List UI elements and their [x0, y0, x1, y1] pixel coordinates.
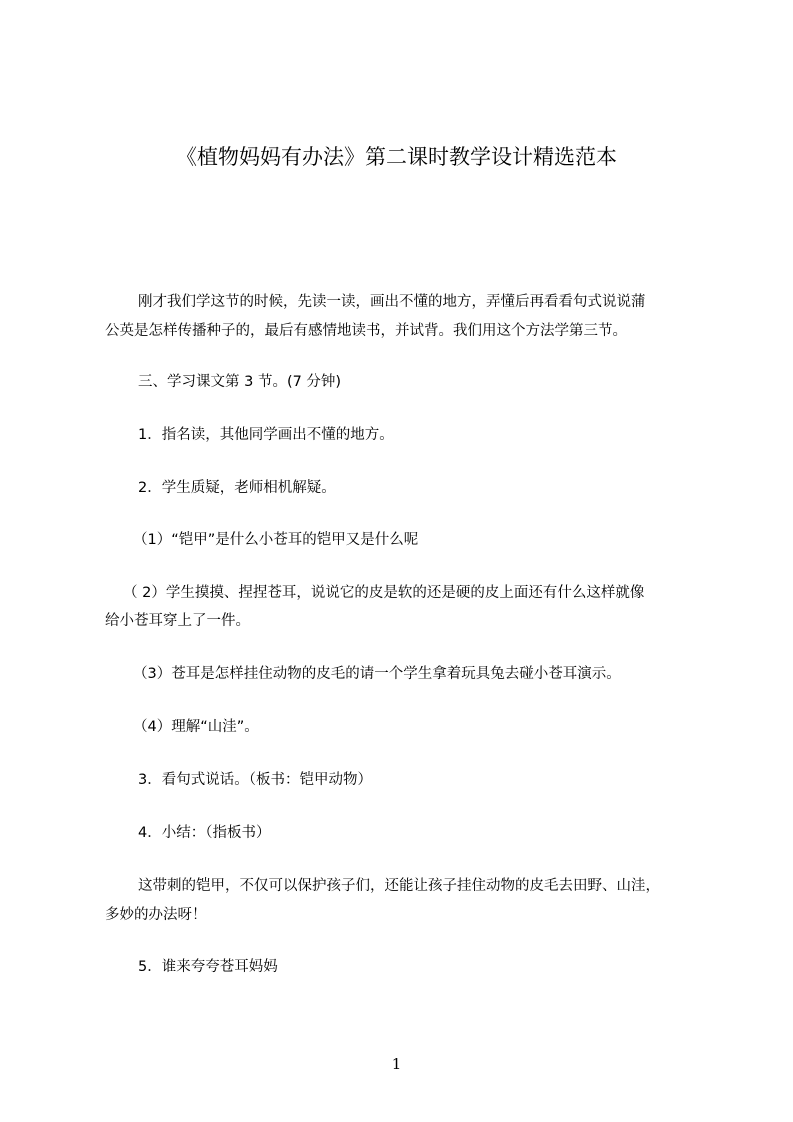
- step-2: 2．学生质疑，老师相机解疑。: [138, 480, 336, 496]
- summary-line-1: 这带刺的铠甲，不仅可以保护孩子们，还能让孩子挂住动物的皮毛去田野、山洼，: [138, 878, 660, 894]
- document-title: 《植物妈妈有办法》第二课时教学设计精选范本: [176, 145, 617, 169]
- step-3: 3．看句式说话。（板书：铠甲动物）: [138, 772, 372, 788]
- step-4: 4．小结：（指板书）: [138, 825, 271, 841]
- question-2-line-1: （ 2）学生摸摸、捏捏苍耳，说说它的皮是软的还是硬的皮上面还有什么这样就像: [123, 585, 645, 601]
- step-1: 1．指名读，其他同学画出不懂的地方。: [138, 427, 394, 443]
- step-5: 5．谁来夸夸苍耳妈妈: [138, 959, 278, 975]
- question-4: （4）理解“山洼”。: [133, 719, 259, 735]
- summary-line-2: 多妙的办法呀！: [105, 907, 207, 923]
- page-number: 1: [391, 1055, 402, 1073]
- paragraph-intro-line-2: 公英是怎样传播种子的，最后有感情地读书，并试背。我们用这个方法学第三节。: [105, 323, 627, 339]
- question-2-line-2: 给小苍耳穿上了一件。: [105, 613, 250, 629]
- question-1: （1）“铠甲”是什么小苍耳的铠甲又是什么呢: [133, 532, 419, 548]
- question-3: （3）苍耳是怎样挂住动物的皮毛的请一个学生拿着玩具兔去碰小苍耳演示。: [133, 666, 621, 682]
- section-heading-3: 三、学习课文第 3 节。(7 分钟): [138, 374, 342, 390]
- paragraph-intro-line-1: 刚才我们学这节的时候，先读一读，画出不懂的地方，弄懂后再看看句式说说蒲: [138, 294, 646, 310]
